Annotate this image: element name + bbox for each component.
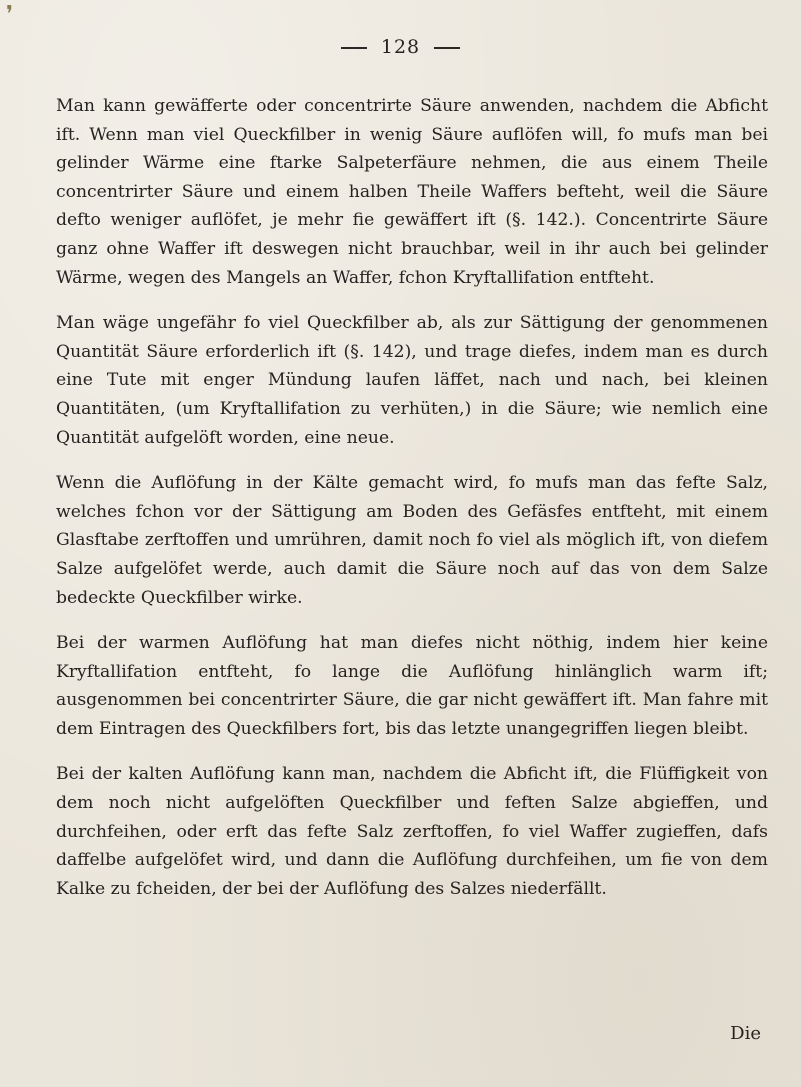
page-header — [0, 36, 801, 58]
paragraph-1: Man kann gewäfferte oder concentrirte Säure anwenden, nachdem die Abficht ift. Wenn man viel Queckfilber in wenig Säure auflöfen will, fo mufs man bei gelinder Wärme eine ftarke Salpeterfäure nehmen, die aus einem Theile concentrirter Säure und einem halben Theile Waffers befteht, weil die Säure defto weniger auflöfet, je mehr fie gewäffert ift (§. 142.). Concentrirte Säure ganz ohne Waffer ift deswegen nicht brauchbar, weil in ihr auch bei gelinder Wärme, wegen des Mangels an Waffer, fchon Kryftallifation entfteht. — [56, 96, 768, 288]
page-body — [56, 92, 768, 920]
paragraph-4: Bei der warmen Auflöfung hat man diefes nicht nöthig, indem hier keine Kryftallifation entfteht, fo lange die Auflöfung hinlänglich warm ift; ausgenommen bei concentrirter Säure, die gar nicht gewäffert ift. Man fahre mit dem Eintragen des Queckfilbers fort, bis das letzte unangegriffen liegen bleibt. — [56, 633, 768, 739]
catchword: Die — [730, 1023, 761, 1044]
paragraph-3: Wenn die Auflöfung in der Kälte gemacht wird, fo mufs man das fefte Salz, welches fchon vor der Sättigung am Boden des Gefäsfes entfteht, mit einem Glasftabe zerftoffen und umrühren, damit noch fo viel als möglich ift, von diefem Salze aufgelöfet werde, auch damit die Säure noch auf das von dem Salze bedeckte Queckfilber wirke. — [56, 473, 768, 608]
paragraph-2: Man wäge ungefähr fo viel Queckfilber ab, als zur Sättigung der genommenen Quantität Säure erforderlich ift (§. 142), und trage diefes, indem man es durch eine Tute mit enger Mündung laufen läffet, nach und nach, bei kleinen Quantitäten, (um Kryftallifation zu verhüten,) in die Säure; wie nemlich eine Quantität aufgelöft worden, eine neue. — [56, 313, 768, 448]
page-number: 128 — [380, 36, 421, 58]
header-dash-right — [434, 47, 460, 49]
ink-blemish-icon: ❜ — [6, 2, 14, 27]
header-dash-left — [341, 47, 367, 49]
paragraph-5: Bei der kalten Auflöfung kann man, nachdem die Abficht ift, die Flüffigkeit von dem noch nicht aufgelöften Queckfilber und feften Salze abgieffen, und durchfeihen, oder erft das fefte Salz zerftoffen, fo viel Waffer zugieffen, dafs daffelbe aufgelöfet wird, und dann die Auflöfung durchfeihen, um fie von dem Kalke zu fcheiden, der bei der Auflöfung des Salzes niederfällt. — [56, 764, 768, 899]
